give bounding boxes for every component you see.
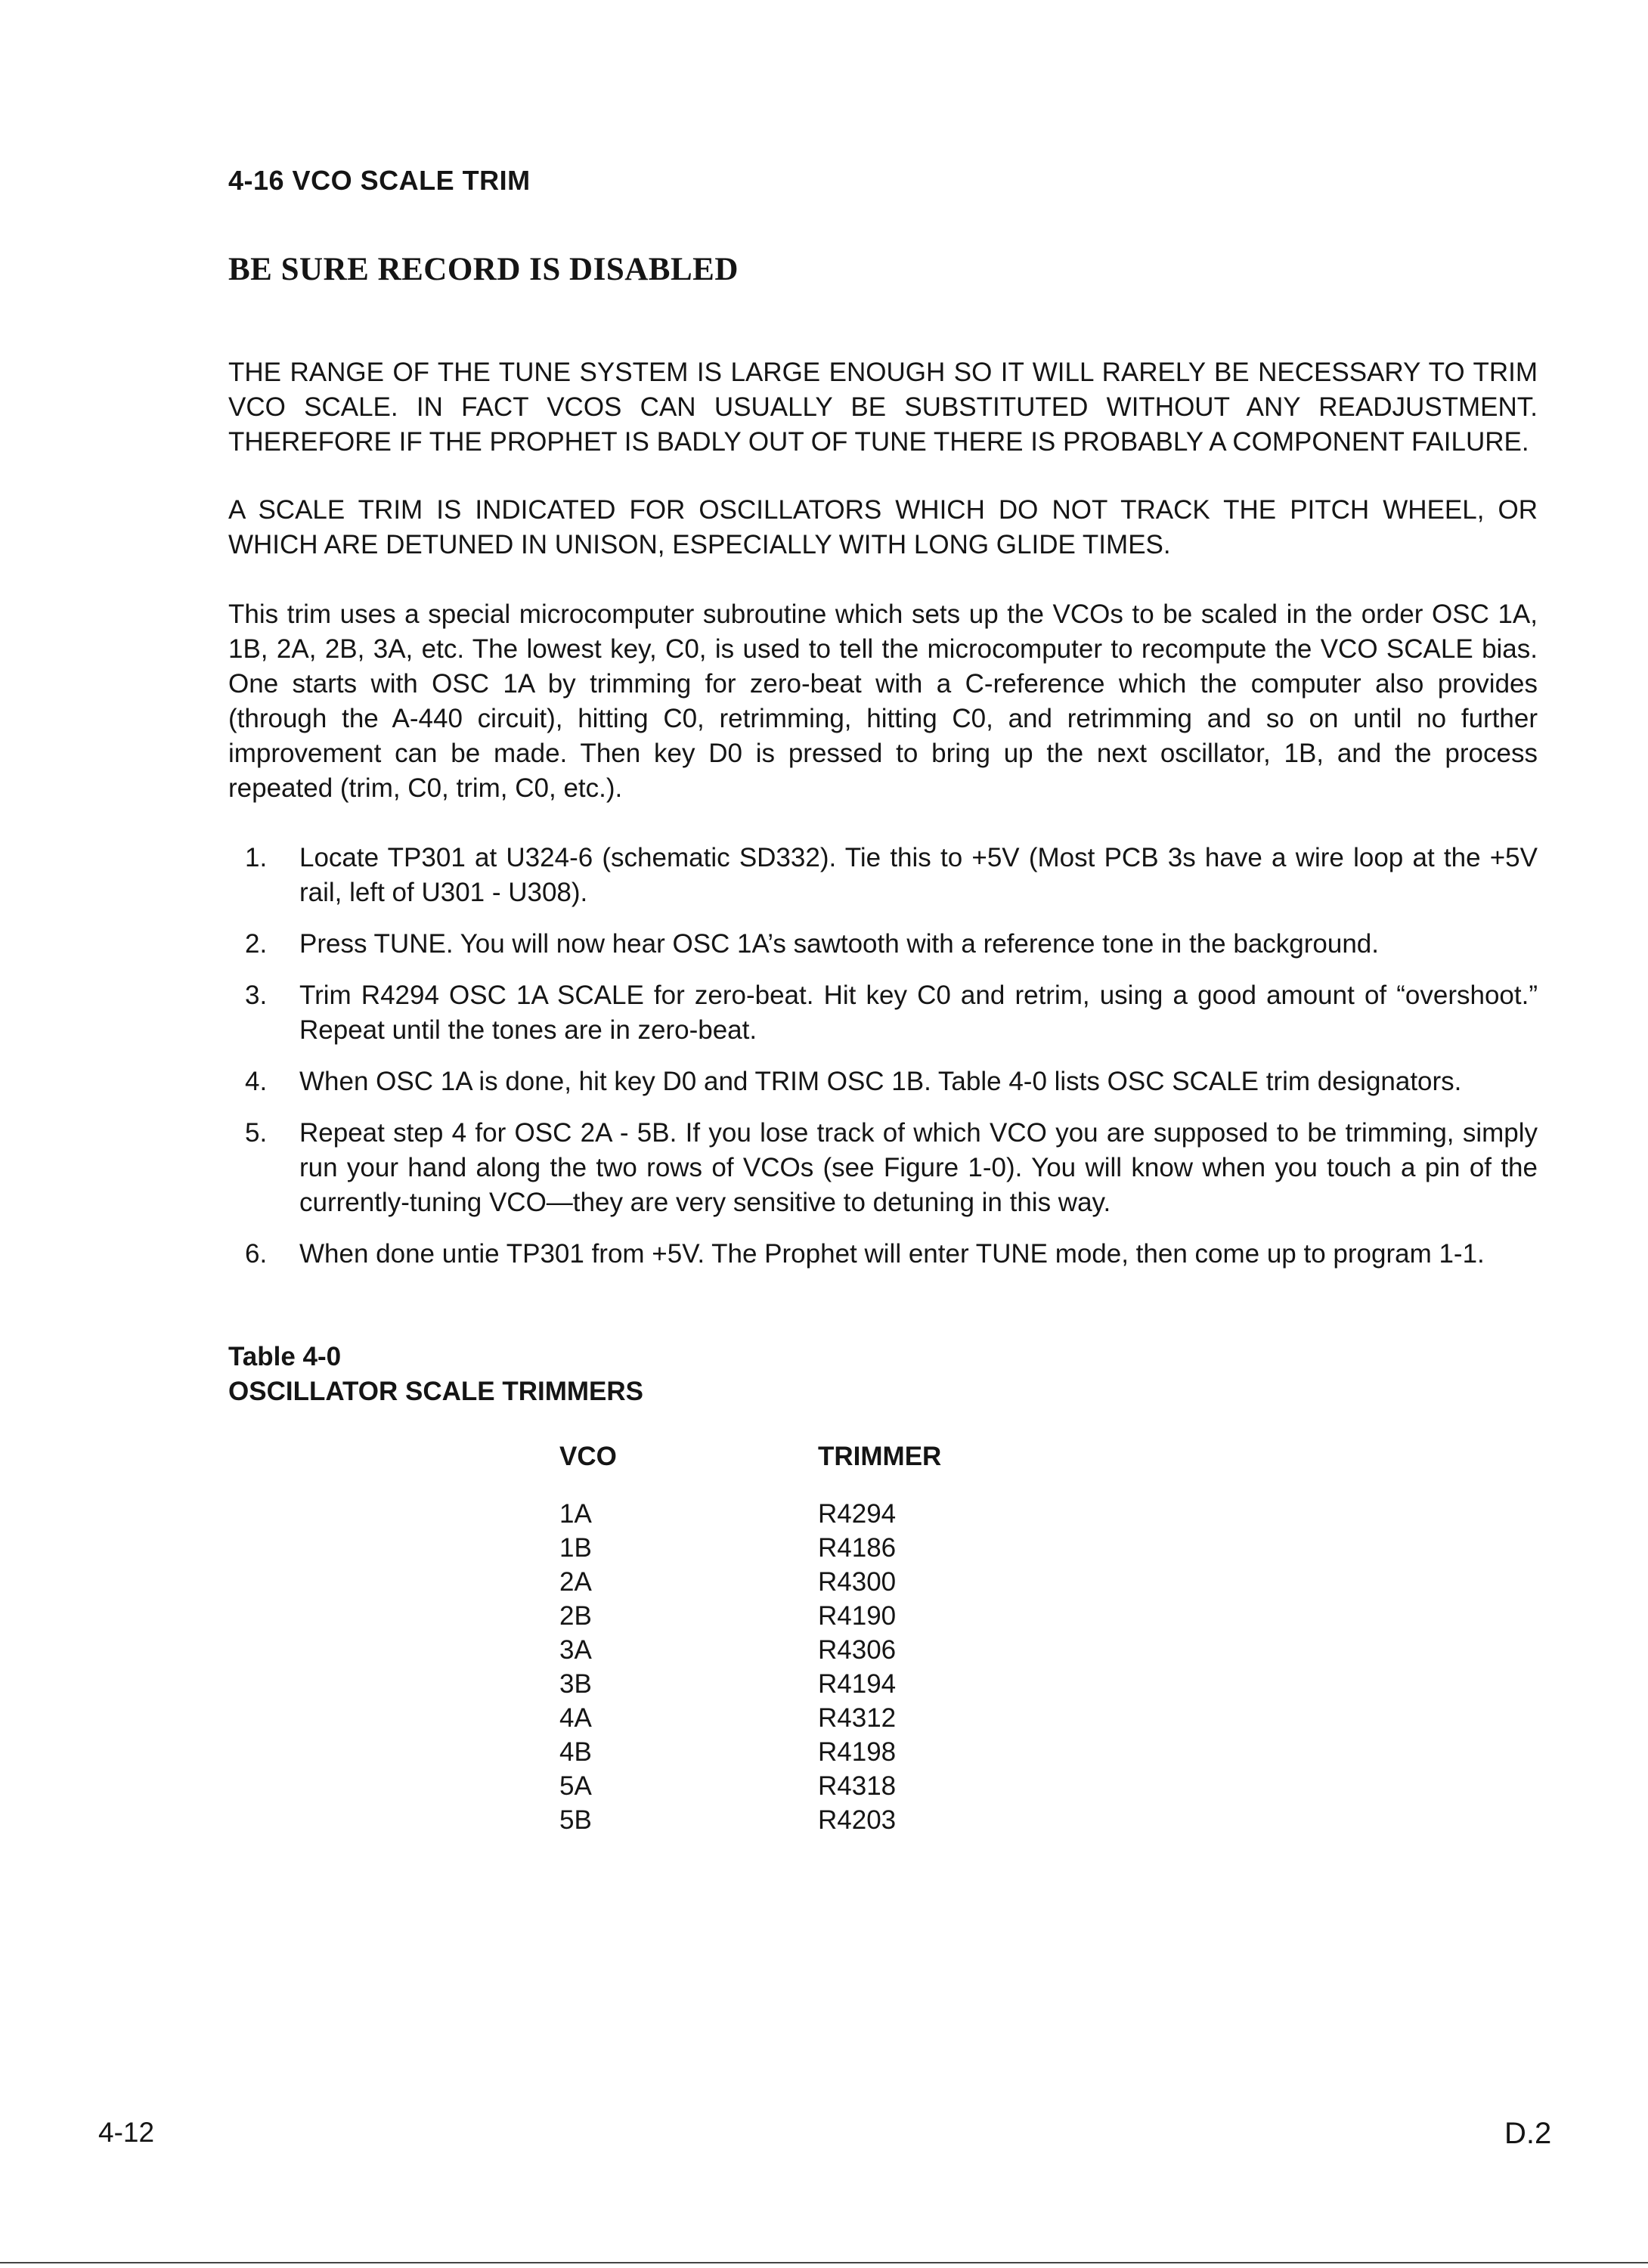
trimmer-cell: R4312 <box>818 1703 897 1733</box>
step-text: Repeat step 4 for OSC 2A - 5B. If you lose track of which VCO you are supposed to be trimming, simply run your hand along the two rows of VCOs (see Figure 1-0). You will know when you touch a pin of the currently-tuning VCO—they are very sensitive to detuning in this way. <box>299 1118 1538 1217</box>
trimmer-cell: R4198 <box>818 1737 897 1767</box>
trimmer-cell: R4300 <box>818 1567 897 1597</box>
table-row <box>559 1735 941 1769</box>
step-text: When OSC 1A is done, hit key D0 and TRIM OSC 1B. Table 4-0 lists OSC SCALE trim designators. <box>299 1067 1462 1096</box>
trimmer-cell: R4318 <box>818 1771 897 1801</box>
trimmer-cell: R4294 <box>818 1499 897 1529</box>
page-number: 4-12 <box>98 2117 155 2148</box>
trimmer-cell: R4190 <box>818 1601 897 1631</box>
paragraph-procedure: This trim uses a special microcomputer subroutine which sets up the VCOs to be scaled in the order OSC 1A, 1B, 2A, 2B, 3A, etc. The lowest key, C0, is used to tell the microcomputer to recompute the VCO SCALE bias. One starts with OSC 1A by trimming for zero-beat with a C-reference which the computer also provides (through the A-440 circuit), hitting C0, retrimming, hitting C0, and retrimming and so on until no further improvement can be made. Then key D0 is pressed to bring up the next oscillator, 1B, and the process repeated (trim, C0, trim, C0, etc.). <box>228 600 1538 803</box>
trimmer-cell: R4194 <box>818 1669 897 1699</box>
table-row <box>559 1667 941 1701</box>
step-number: 6. <box>245 1239 268 1269</box>
step-text: Locate TP301 at U324-6 (schematic SD332). Tie this to +5V (Most PCB 3s have a wire loop at the +5V rail, left of U301 - U308). <box>299 843 1538 907</box>
section-heading: 4-16 VCO SCALE TRIM <box>228 165 531 196</box>
warning-heading: BE SURE RECORD IS DISABLED <box>228 252 739 287</box>
list-item <box>228 1237 1538 1272</box>
table-row <box>559 1497 941 1531</box>
list-item <box>228 1064 1538 1099</box>
table-row <box>559 1633 941 1667</box>
vco-cell: 4A <box>559 1703 592 1733</box>
trimmer-table <box>559 1439 941 1837</box>
step-number: 3. <box>245 981 268 1010</box>
bottom-rule <box>0 2262 1648 2263</box>
column-header-trimmer: TRIMMER <box>818 1442 942 1471</box>
list-item <box>228 841 1538 910</box>
step-text: Trim R4294 OSC 1A SCALE for zero-beat. Hit key C0 and retrim, using a good amount of “overshoot.” Repeat until the tones are in zero-beat. <box>299 981 1538 1045</box>
step-text: Press TUNE. You will now hear OSC 1A’s sawtooth with a reference tone in the background. <box>299 929 1379 959</box>
table-label: Table 4-0 <box>228 1342 342 1371</box>
vco-cell: 3B <box>559 1669 592 1699</box>
table-header-row <box>559 1439 941 1497</box>
vco-cell: 2A <box>559 1567 592 1597</box>
step-number: 5. <box>245 1118 268 1148</box>
vco-cell: 5A <box>559 1771 592 1801</box>
paragraph-range: THE RANGE OF THE TUNE SYSTEM IS LARGE ENOUGH SO IT WILL RARELY BE NECESSARY TO TRIM VCO SCALE. IN FACT VCOS CAN USUALLY BE SUBSTITUTED WITHOUT ANY READJUSTMENT. THEREFORE IF THE PROPHET IS BADLY OUT OF TUNE THERE IS PROBABLY A COMPONENT FAILURE. <box>228 358 1538 457</box>
table-row <box>559 1769 941 1803</box>
trimmer-cell: R4186 <box>818 1533 897 1563</box>
list-item <box>228 1116 1538 1220</box>
step-number: 4. <box>245 1067 268 1096</box>
table-row <box>559 1599 941 1633</box>
vco-cell: 2B <box>559 1601 592 1631</box>
table-row <box>559 1701 941 1735</box>
vco-cell: 1A <box>559 1499 592 1529</box>
table-row <box>559 1803 941 1837</box>
vco-cell: 4B <box>559 1737 592 1767</box>
table-title: OSCILLATOR SCALE TRIMMERS <box>228 1377 643 1406</box>
step-text: When done untie TP301 from +5V. The Prophet will enter TUNE mode, then come up to program 1-1. <box>299 1239 1485 1269</box>
vco-cell: 1B <box>559 1533 592 1563</box>
list-item <box>228 978 1538 1048</box>
trimmer-cell: R4203 <box>818 1805 897 1835</box>
steps-list <box>228 841 1538 1288</box>
step-number: 2. <box>245 929 268 959</box>
column-header-vco: VCO <box>559 1442 617 1471</box>
list-item <box>228 927 1538 962</box>
document-code: D.2 <box>1504 2117 1552 2150</box>
trimmer-cell: R4306 <box>818 1635 897 1665</box>
vco-cell: 3A <box>559 1635 592 1665</box>
table-row <box>559 1531 941 1565</box>
paragraph-indication: A SCALE TRIM IS INDICATED FOR OSCILLATORS WHICH DO NOT TRACK THE PITCH WHEEL, OR WHICH ARE DETUNED IN UNISON, ESPECIALLY WITH LONG GLIDE TIMES. <box>228 495 1538 559</box>
table-row <box>559 1565 941 1599</box>
step-number: 1. <box>245 843 268 872</box>
vco-cell: 5B <box>559 1805 592 1835</box>
